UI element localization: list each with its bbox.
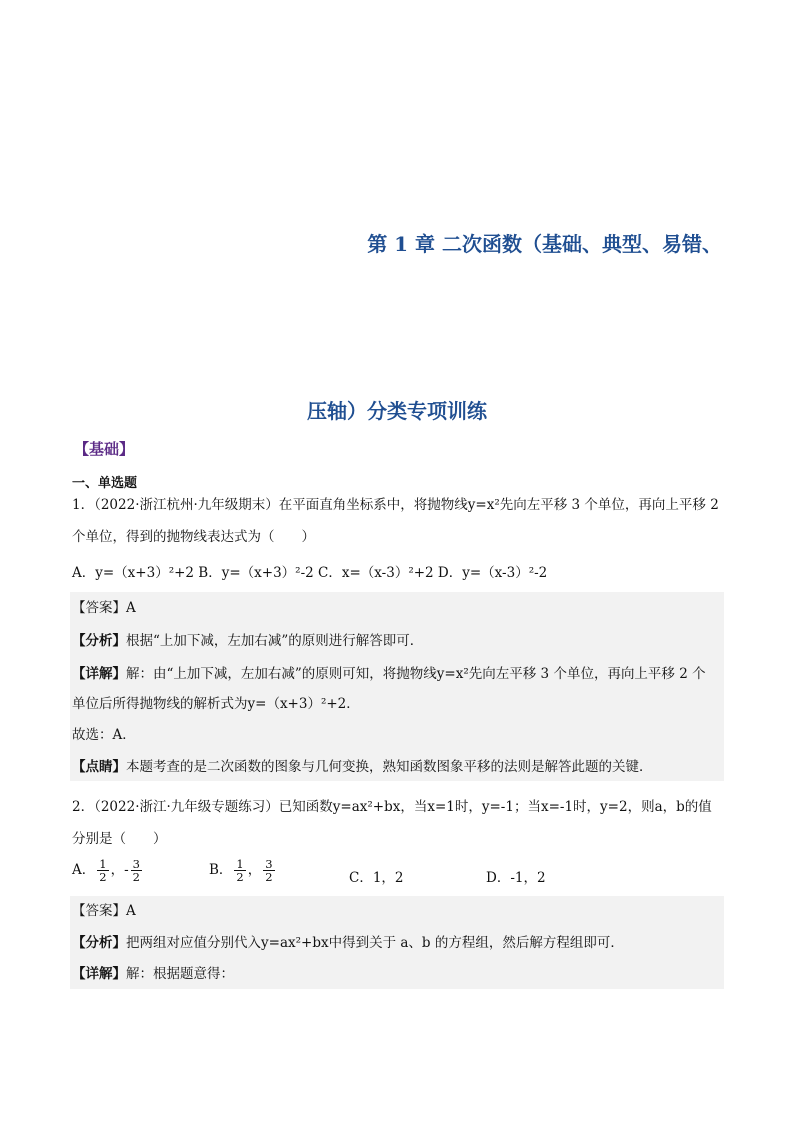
q2-stem-line-2: 分别是（ ） xyxy=(72,831,167,847)
q2-option-b-separator: ， xyxy=(247,862,262,878)
q2-option-b-label: B． xyxy=(209,862,233,878)
fraction-denominator: 2 xyxy=(99,870,107,884)
fraction-numerator: 3 xyxy=(132,857,140,871)
fraction-numerator: 1 xyxy=(236,857,244,871)
fraction-numerator: 1 xyxy=(99,857,107,871)
q1-answer: 【答案】A xyxy=(72,600,136,616)
q2-option-a-separator: ，- xyxy=(110,862,129,878)
q2-detail-text: 解：根据题意得： xyxy=(126,966,234,982)
q2-option-a-fraction-1 xyxy=(97,858,108,883)
q2-answer: 【答案】A xyxy=(72,903,136,919)
q2-stem-line-1: 2．（2022·浙江·九年级专题练习）已知函数y=ax²+bx，当x=1时，y=-1；当x=-1时，y=2，则a，b的值 xyxy=(72,799,712,815)
q2-option-a-label: A． xyxy=(72,862,96,878)
q2-analysis xyxy=(72,933,724,953)
q2-option-b-fraction-1 xyxy=(234,858,245,883)
q1-detail-line-1 xyxy=(72,664,724,684)
q2-option-a xyxy=(72,858,144,883)
q2-option-b xyxy=(209,858,277,883)
q1-analysis-text: 根据“上加下减，左加右减”的原则进行解答即可． xyxy=(126,633,424,649)
fraction-denominator: 2 xyxy=(236,870,244,884)
q1-detail-text: 解：由“上加下减，左加右减”的原则可知，将抛物线y=x²先向左平移 3 个单位，再向上平移 2 个 xyxy=(126,666,706,682)
q1-detail-tag: 【详解】 xyxy=(72,666,126,682)
q1-choice: 故选：A． xyxy=(72,727,136,743)
q1-comment xyxy=(72,757,724,777)
q1-stem-line-2: 个单位，得到的抛物线表达式为（ ） xyxy=(72,529,315,545)
q1-options: A．y=（x+3）²+2 B．y=（x+3）²-2 C．x=（x-3）²+2 D．y=（x-3）²-2 xyxy=(72,565,548,581)
q1-stem-line-1: 1．（2022·浙江杭州·九年级期末）在平面直角坐标系中，将抛物线y=x²先向左平移 3 个单位，再向上平移 2 xyxy=(72,497,719,513)
q2-option-c: C．1，2 xyxy=(349,870,404,886)
q1-solution-box xyxy=(70,592,724,781)
fraction-denominator: 2 xyxy=(265,870,273,884)
q2-detail xyxy=(72,964,724,984)
q2-option-d: D．-1，2 xyxy=(486,870,546,886)
q1-comment-tag: 【点睛】 xyxy=(72,759,126,775)
document-title-line-2: 压轴）分类专项训练 xyxy=(307,399,487,423)
q1-analysis-tag: 【分析】 xyxy=(72,633,126,649)
q1-comment-text: 本题考查的是二次函数的图象与几何变换，熟知函数图象平移的法则是解答此题的关键． xyxy=(126,759,653,775)
q2-analysis-text: 把两组对应值分别代入y=ax²+bx中得到关于 a、b 的方程组，然后解方程组即可． xyxy=(126,935,624,951)
fraction-denominator: 2 xyxy=(132,870,140,884)
q1-analysis xyxy=(72,631,724,651)
q2-option-b-fraction-2 xyxy=(263,858,274,883)
q2-option-a-fraction-2 xyxy=(131,858,142,883)
fraction-numerator: 3 xyxy=(265,857,273,871)
subsection-heading: 一、单选题 xyxy=(72,476,138,491)
q2-analysis-tag: 【分析】 xyxy=(72,935,126,951)
q2-detail-tag: 【详解】 xyxy=(72,966,126,982)
document-title-line-1: 第 1 章 二次函数（基础、典型、易错、 xyxy=(367,232,722,256)
section-heading: 【基础】 xyxy=(74,440,135,458)
q1-detail-line-2: 单位后所得抛物线的解析式为y=（x+3）²+2． xyxy=(72,696,360,712)
